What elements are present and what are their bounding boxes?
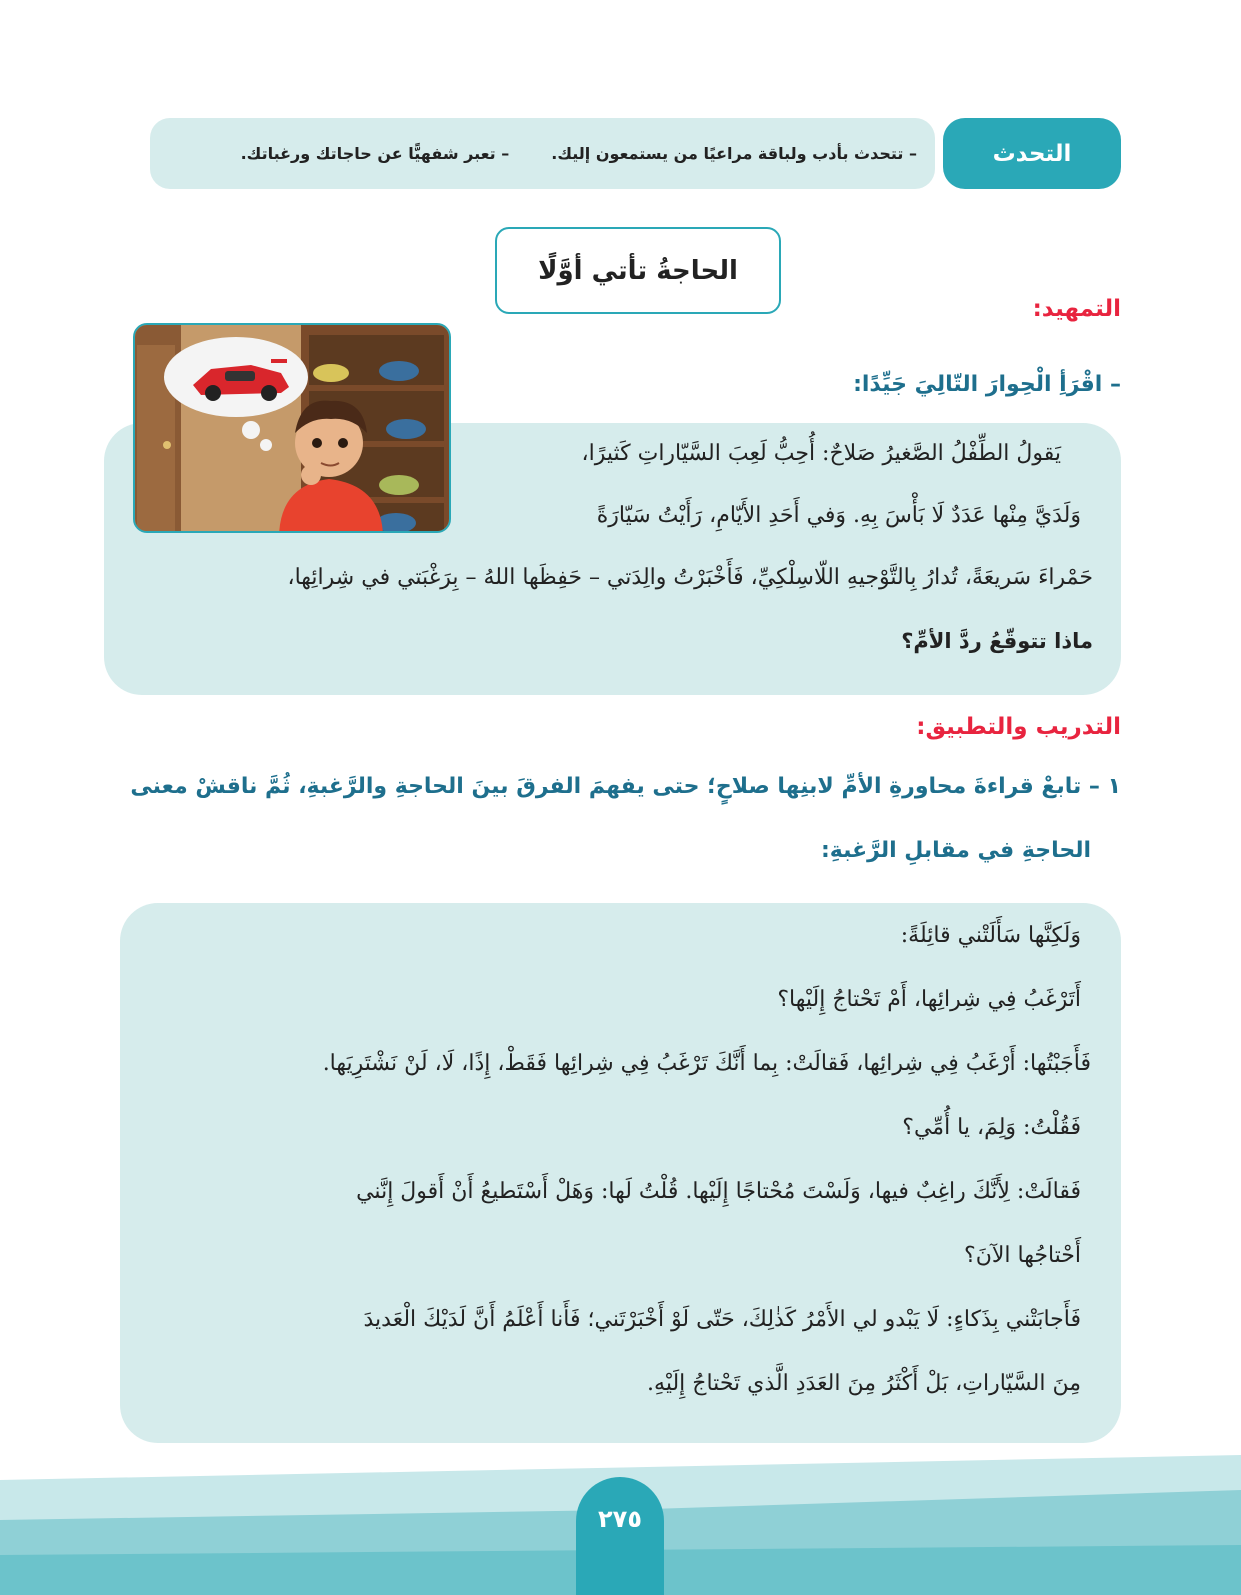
intro-heading: التمهيد: <box>1032 296 1121 322</box>
lesson-title-box <box>495 227 781 314</box>
objectives-bar <box>150 118 935 189</box>
dialogue-line: وَلَكِنَّها سَأَلَتْني قائِلَةً: <box>900 923 1081 948</box>
dialogue-line: فَقالَتْ: لِأَنَّكَ راغِبٌ فيها، وَلَسْتَ مُحْتاجًا إِلَيْها. قُلْتُ لَها: وَهَلْ أَسْتَطيعُ أَنْ أَقولَ إِنَّني <box>356 1179 1081 1204</box>
practice-instruction-line1: ١ – تابعْ قراءةَ محاورةِ الأمِّ لابنِها صلاحٍ؛ حتى يفهمَ الفرقَ بينَ الحاجةِ والرَّغبةِ، ثُمَّ ناقشْ معنى <box>130 774 1121 799</box>
dialogue-line: وَلَدَيَّ مِنْها عَدَدٌ لَا بَأْسَ بِهِ. وَفي أَحَدِ الأَيّامِ، رَأَيْتُ سَيّارَةً <box>596 503 1081 528</box>
dialogue-line: فَأَجابَتْني بِذَكاءٍ: لَا يَبْدو لي الأَمْرُ كَذٰلِكَ، حَتّى لَوْ أَخْبَرْتَني؛ فَأَنا أَعْلَمُ أَنَّ لَدَيْكَ الْعَديدَ <box>363 1307 1081 1332</box>
practice-heading: التدريب والتطبيق: <box>916 714 1121 740</box>
dialogue-line: أَتَرْغَبُ فِي شِرائِها، أَمْ تَحْتاجُ إِلَيْها؟ <box>777 987 1081 1012</box>
page-number-tab <box>576 1477 664 1595</box>
boy-thinking-illustration <box>133 323 451 533</box>
dialogue-line: يَقولُ الطِّفْلُ الصَّغيرُ صَلاحٌ: أُحِبُّ لَعِبَ السَّيّاراتِ كَثيرًا، <box>581 441 1061 466</box>
practice-instruction-line2: الحاجةِ في مقابلِ الرَّغبةِ: <box>820 838 1091 863</box>
dialogue-line: حَمْراءَ سَريعَةً، تُدارُ بِالتَّوْجيهِ اللّاسِلْكِيِّ، فَأَخْبَرْتُ والِدَتي – حَفِظَها اللهُ – بِرَغْبَتي في شِرائِها، <box>287 565 1093 590</box>
objective-item: – تتحدث بأدب ولباقة مراعيًا من يستمعون إليك. <box>551 144 917 163</box>
dialogue-question: ماذا تتوقّعُ ردَّ الأمِّ؟ <box>901 629 1093 653</box>
page-number: ٢٧٥ <box>598 1505 642 1533</box>
lesson-title: الحاجةُ تأتي أوَّلًا <box>538 255 738 286</box>
dialogue-line: فَأَجَبْتُها: أَرْغَبُ فِي شِرائِها، فَقالَتْ: بِما أَنَّكَ تَرْغَبُ فِي شِرائِها فَقَطْ، إِذًا، لَا، لَنْ نَشْتَرِيَها. <box>322 1051 1091 1076</box>
section-tag-label: التحدث <box>992 140 1072 167</box>
dialogue-line: أَحْتاجُها الآنَ؟ <box>964 1243 1081 1268</box>
section-tag-speaking <box>943 118 1121 189</box>
dialogue-line: مِنَ السَّيّاراتِ، بَلْ أَكْثَرُ مِنَ العَدَدِ الَّذي تَحْتاجُ إِلَيْهِ. <box>647 1371 1081 1396</box>
intro-instruction: – اقْرَأِ الْحِوارَ التّالِيَ جَيِّدًا: <box>853 372 1121 397</box>
dialogue-line: فَقُلْتُ: وَلِمَ، يا أُمِّي؟ <box>902 1115 1081 1140</box>
practice-dialogue-panel <box>120 903 1121 1443</box>
objective-item: – تعبر شفهيًّا عن حاجاتك ورغباتك. <box>240 144 510 163</box>
